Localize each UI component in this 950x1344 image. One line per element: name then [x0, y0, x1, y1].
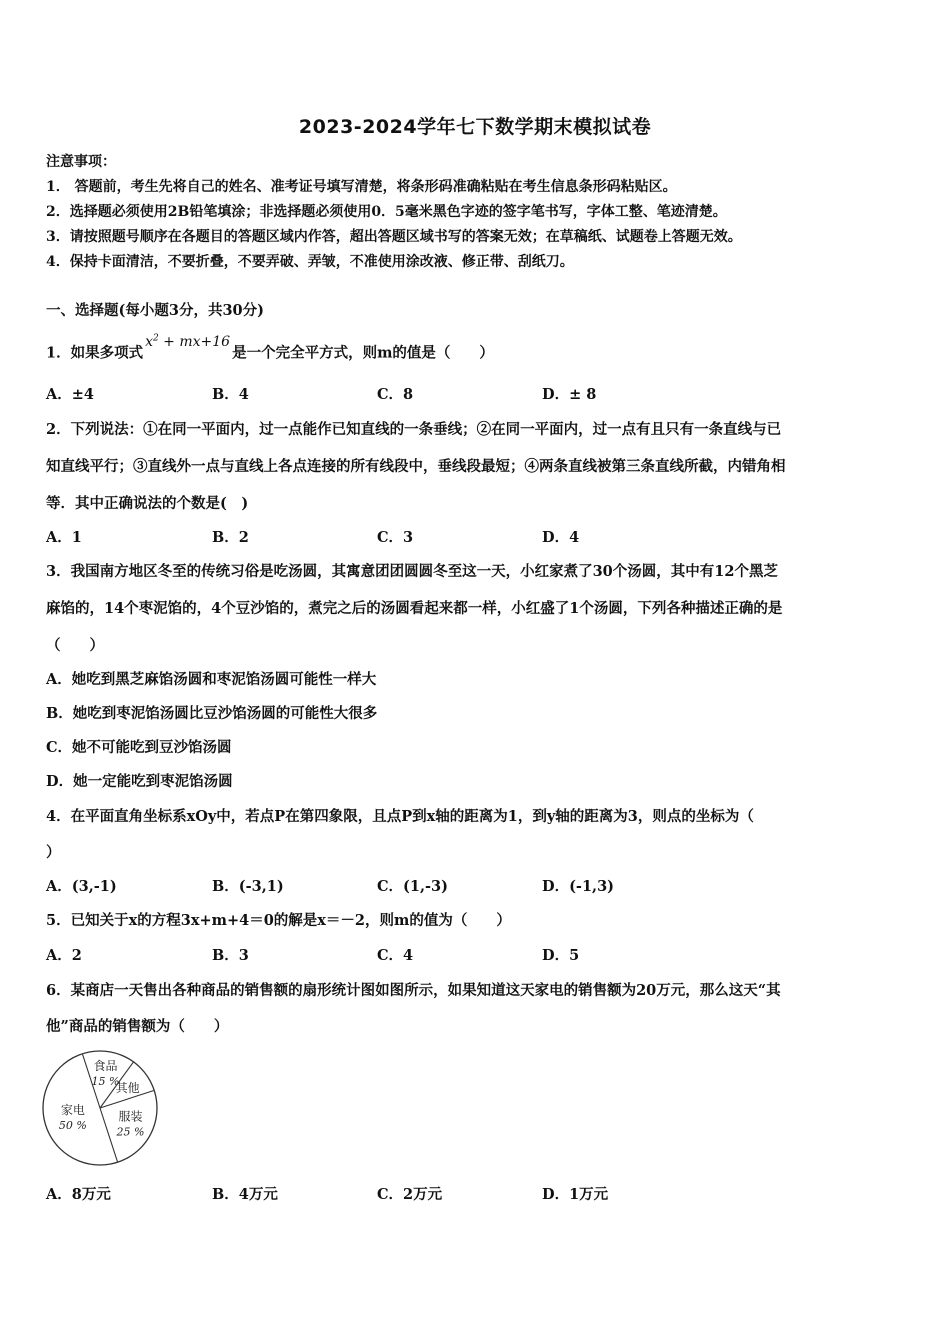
pie-slice-percent: 15 %: [91, 1075, 120, 1089]
question-1-prefix: 1．如果多项式: [46, 344, 144, 362]
q4-option-d: D．(-1,3): [542, 878, 615, 895]
question-2-line: 知直线平行；③直线外一点与直线上各点连接的所有线段中，垂线段最短；④两条直线被第三条直线所截，内错角相: [46, 458, 786, 475]
q3-option-c: C．她不可能吃到豆沙馅汤圆: [46, 739, 232, 756]
question-6-line: 他”商品的销售额为（ ）: [46, 1018, 229, 1035]
q2-option-b: B．2: [212, 529, 249, 546]
notice-item: 4．保持卡面清洁，不要折叠，不要弄破、弄皱，不准使用涂改液、修正带、刮纸刀。: [46, 254, 574, 270]
q6-option-c: C．2万元: [377, 1186, 443, 1203]
notice-item: 2．选择题必须使用2B铅笔填涂；非选择题必须使用0．5毫米黑色字迹的签字笔书写，字体工整、笔迹清楚。: [46, 204, 727, 220]
q4-option-c: C．(1,-3): [377, 878, 449, 895]
page-title: 2023-2024学年七下数学期末模拟试卷: [298, 116, 652, 138]
question-4-line: 4．在平面直角坐标系xOy中，若点P在第四象限，且点P到x轴的距离为1，到y轴的距离为3，则点的坐标为（: [46, 808, 754, 825]
polynomial-expression: $x^2 + mx+16$: [145, 333, 231, 350]
notice-item: 1． 答题前，考生先将自己的姓名、准考证号填写清楚，将条形码准确粘贴在考生信息条形码粘贴区。: [46, 179, 677, 195]
q6-option-d: D．1万元: [542, 1186, 609, 1203]
q2-option-a: A．1: [46, 529, 82, 546]
q1-option-a: A．±4: [46, 386, 94, 403]
question-1-suffix: 是一个完全平方式，则m的值是（ ）: [232, 344, 494, 362]
pie-slice-percent: 50 %: [58, 1118, 87, 1132]
q5-option-b: B．3: [212, 947, 249, 964]
notice-item: 3．请按照题号顺序在各题目的答题区域内作答，超出答题区域书写的答案无效；在草稿纸、试题卷上答题无效。: [46, 229, 742, 245]
question-6-line: 6．某商店一天售出各种商品的销售额的扇形统计图如图所示，如果知道这天家电的销售额为20万元，那么这天“其: [46, 982, 781, 999]
q3-option-b: B．她吃到枣泥馅汤圆比豆沙馅汤圆的可能性大很多: [46, 705, 378, 722]
question-3-line: 麻馅的，14个枣泥馅的，4个豆沙馅的，煮完之后的汤圆看起来都一样，小红盛了1个汤圆，下列各种描述正确的是: [46, 600, 783, 617]
pie-slice-percent: 25 %: [116, 1125, 145, 1139]
q3-option-d: D．她一定能吃到枣泥馅汤圆: [46, 773, 233, 790]
question-2-line: 2．下列说法：①在同一平面内，过一点能作已知直线的一条垂线；②在同一平面内，过一点有且只有一条直线与已: [46, 421, 782, 438]
question-5-line: 5．已知关于x的方程3x+m+4＝0的解是x＝－2，则m的值为（ ）: [46, 912, 511, 929]
q2-option-d: D．4: [542, 529, 580, 546]
q6-option-b: B．4万元: [212, 1186, 278, 1203]
question-3-line: （ ）: [46, 637, 104, 654]
notice-heading: 注意事项：: [46, 154, 116, 170]
pie-slice-label: 食品: [93, 1059, 118, 1074]
question-4-line: ）: [46, 844, 61, 861]
question-3-line: 3．我国南方地区冬至的传统习俗是吃汤圆，其寓意团团圆圆冬至这一天，小红家煮了30个汤圆，其中有12个黑芝: [46, 563, 778, 580]
q1-option-d: D．± 8: [542, 386, 597, 403]
q5-option-a: A．2: [46, 947, 82, 964]
pie-slice-label: 服装: [118, 1109, 143, 1124]
q5-option-d: D．5: [542, 947, 580, 964]
q1-option-c: C．8: [377, 386, 414, 403]
q4-option-b: B．(-3,1): [212, 878, 284, 895]
q2-option-c: C．3: [377, 529, 414, 546]
question-1: [46, 333, 906, 364]
q5-option-c: C．4: [377, 947, 414, 964]
q4-option-a: A．(3,-1): [46, 878, 117, 895]
pie-slice-label: 家电: [60, 1102, 85, 1117]
q6-option-a: A．8万元: [46, 1186, 111, 1203]
q1-option-b: B．4: [212, 386, 249, 403]
section-heading: 一、选择题(每小题3分，共30分): [46, 302, 264, 319]
pie-chart: [40, 1046, 170, 1171]
q3-option-a: A．她吃到黑芝麻馅汤圆和枣泥馅汤圆可能性一样大: [46, 671, 377, 688]
question-2-line: 等．其中正确说法的个数是( ): [46, 495, 249, 512]
pie-slice-label: 其他: [115, 1080, 140, 1095]
